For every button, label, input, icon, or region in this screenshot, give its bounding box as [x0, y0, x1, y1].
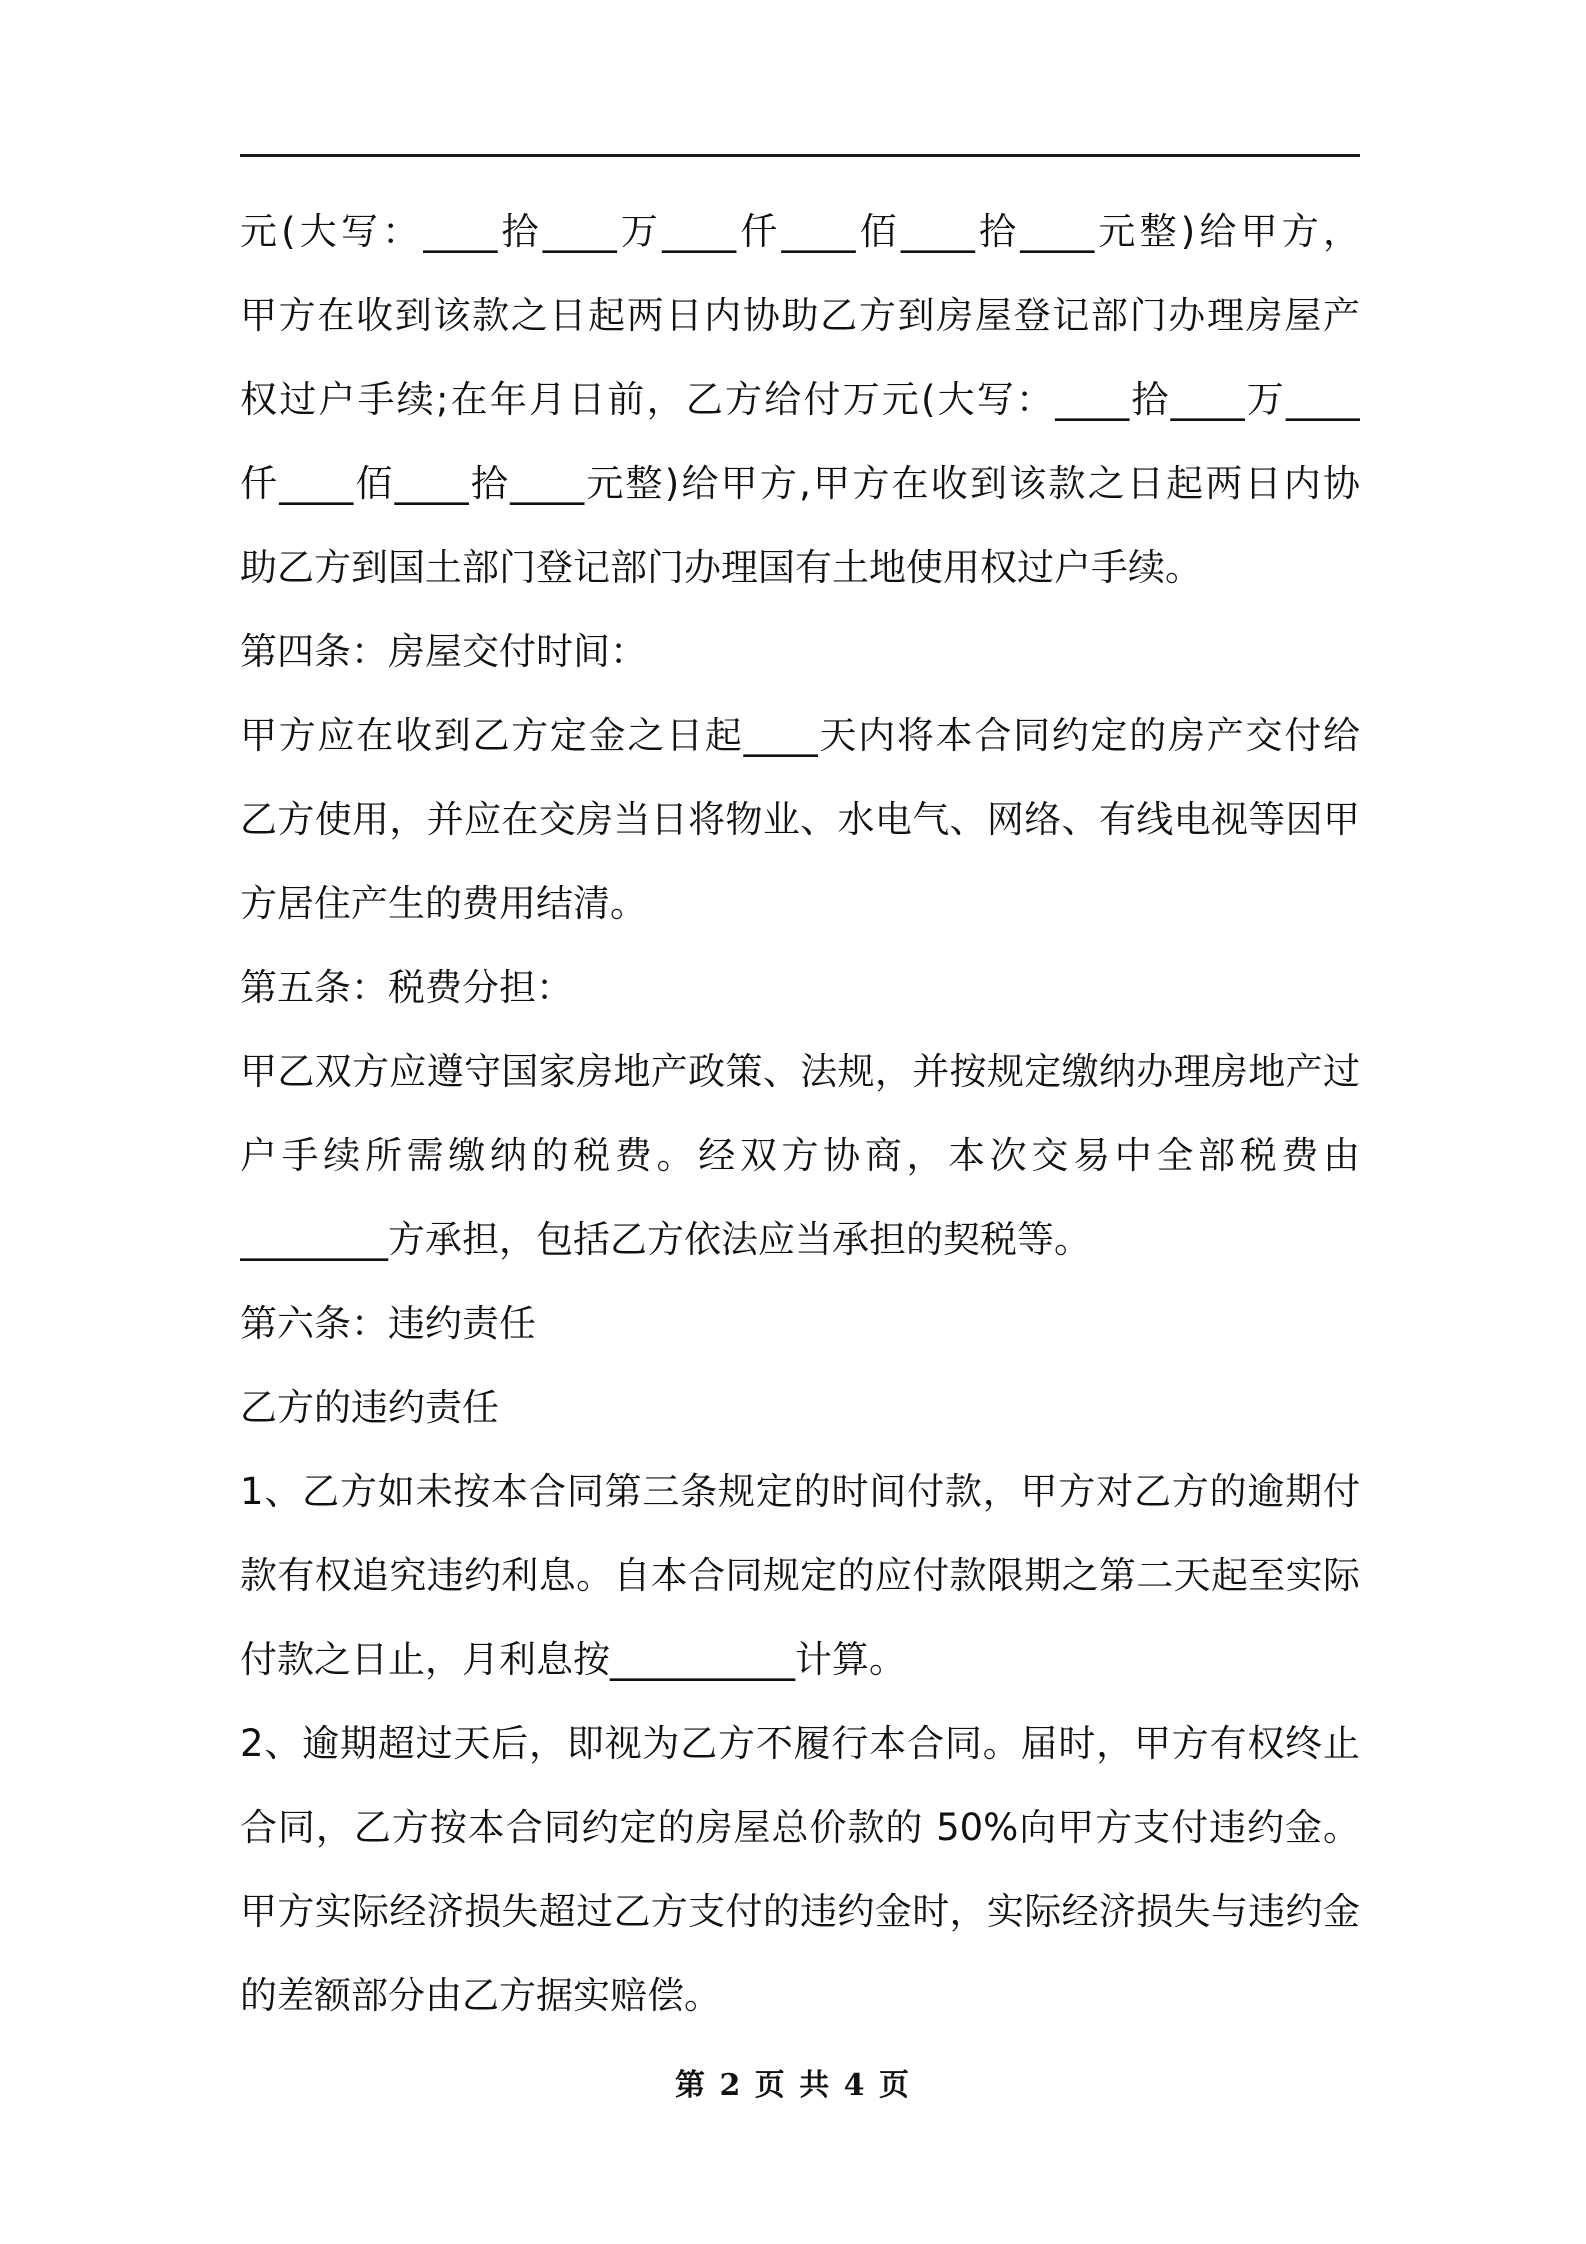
- text-line: 甲方在收到该款之日起两日内协助乙方到房屋登记部门办理房屋产: [240, 294, 1360, 337]
- text-line: 仟____佰____拾____元整)给甲方,甲方在收到该款之日起两日内协: [240, 462, 1360, 505]
- section-heading: 第五条：税费分担：: [240, 966, 573, 1009]
- text-line: 甲乙双方应遵守国家房地产政策、法规，并按规定缴纳办理房地产过: [240, 1050, 1360, 1093]
- subsection-heading: 乙方的违约责任: [240, 1386, 499, 1429]
- text-line: 元(大写：____拾____万____仟____佰____拾____元整)给甲方，: [240, 210, 1360, 253]
- section-heading: 第四条：房屋交付时间：: [240, 630, 647, 673]
- page-number: 第 2 页 共 4 页: [675, 2068, 911, 2103]
- text-line: 合同，乙方按本合同约定的房屋总价款的 50%向甲方支付违约金。: [240, 1806, 1360, 1849]
- text-line: ________方承担，包括乙方依法应当承担的契税等。: [240, 1218, 1091, 1261]
- text-line: 方居住产生的费用结清。: [240, 882, 647, 925]
- text-line: 的差额部分由乙方据实赔偿。: [240, 1974, 721, 2017]
- text-line: 1、乙方如未按本合同第三条规定的时间付款，甲方对乙方的逾期付: [240, 1470, 1360, 1513]
- text-line: 助乙方到国土部门登记部门办理国有土地使用权过户手续。: [240, 546, 1202, 589]
- text-line: 款有权追究违约利息。自本合同规定的应付款限期之第二天起至实际: [240, 1554, 1360, 1597]
- text-line: 付款之日止，月利息按__________计算。: [240, 1638, 906, 1681]
- text-line: 权过户手续;在年月日前，乙方给付万元(大写：____拾____万____: [240, 378, 1360, 421]
- text-line: 2、逾期超过天后，即视为乙方不履行本合同。届时，甲方有权终止: [240, 1722, 1360, 1765]
- text-line: 乙方使用，并应在交房当日将物业、水电气、网络、有线电视等因甲: [240, 798, 1360, 841]
- text-line: 户手续所需缴纳的税费。经双方协商，本次交易中全部税费由: [240, 1134, 1360, 1177]
- document-body: [240, 190, 1360, 2038]
- text-line: 甲方实际经济损失超过乙方支付的违约金时，实际经济损失与违约金: [240, 1890, 1360, 1933]
- text-line: 甲方应在收到乙方定金之日起____天内将本合同约定的房产交付给: [240, 714, 1360, 757]
- header-rule: [240, 154, 1360, 157]
- section-heading: 第六条：违约责任: [240, 1302, 536, 1345]
